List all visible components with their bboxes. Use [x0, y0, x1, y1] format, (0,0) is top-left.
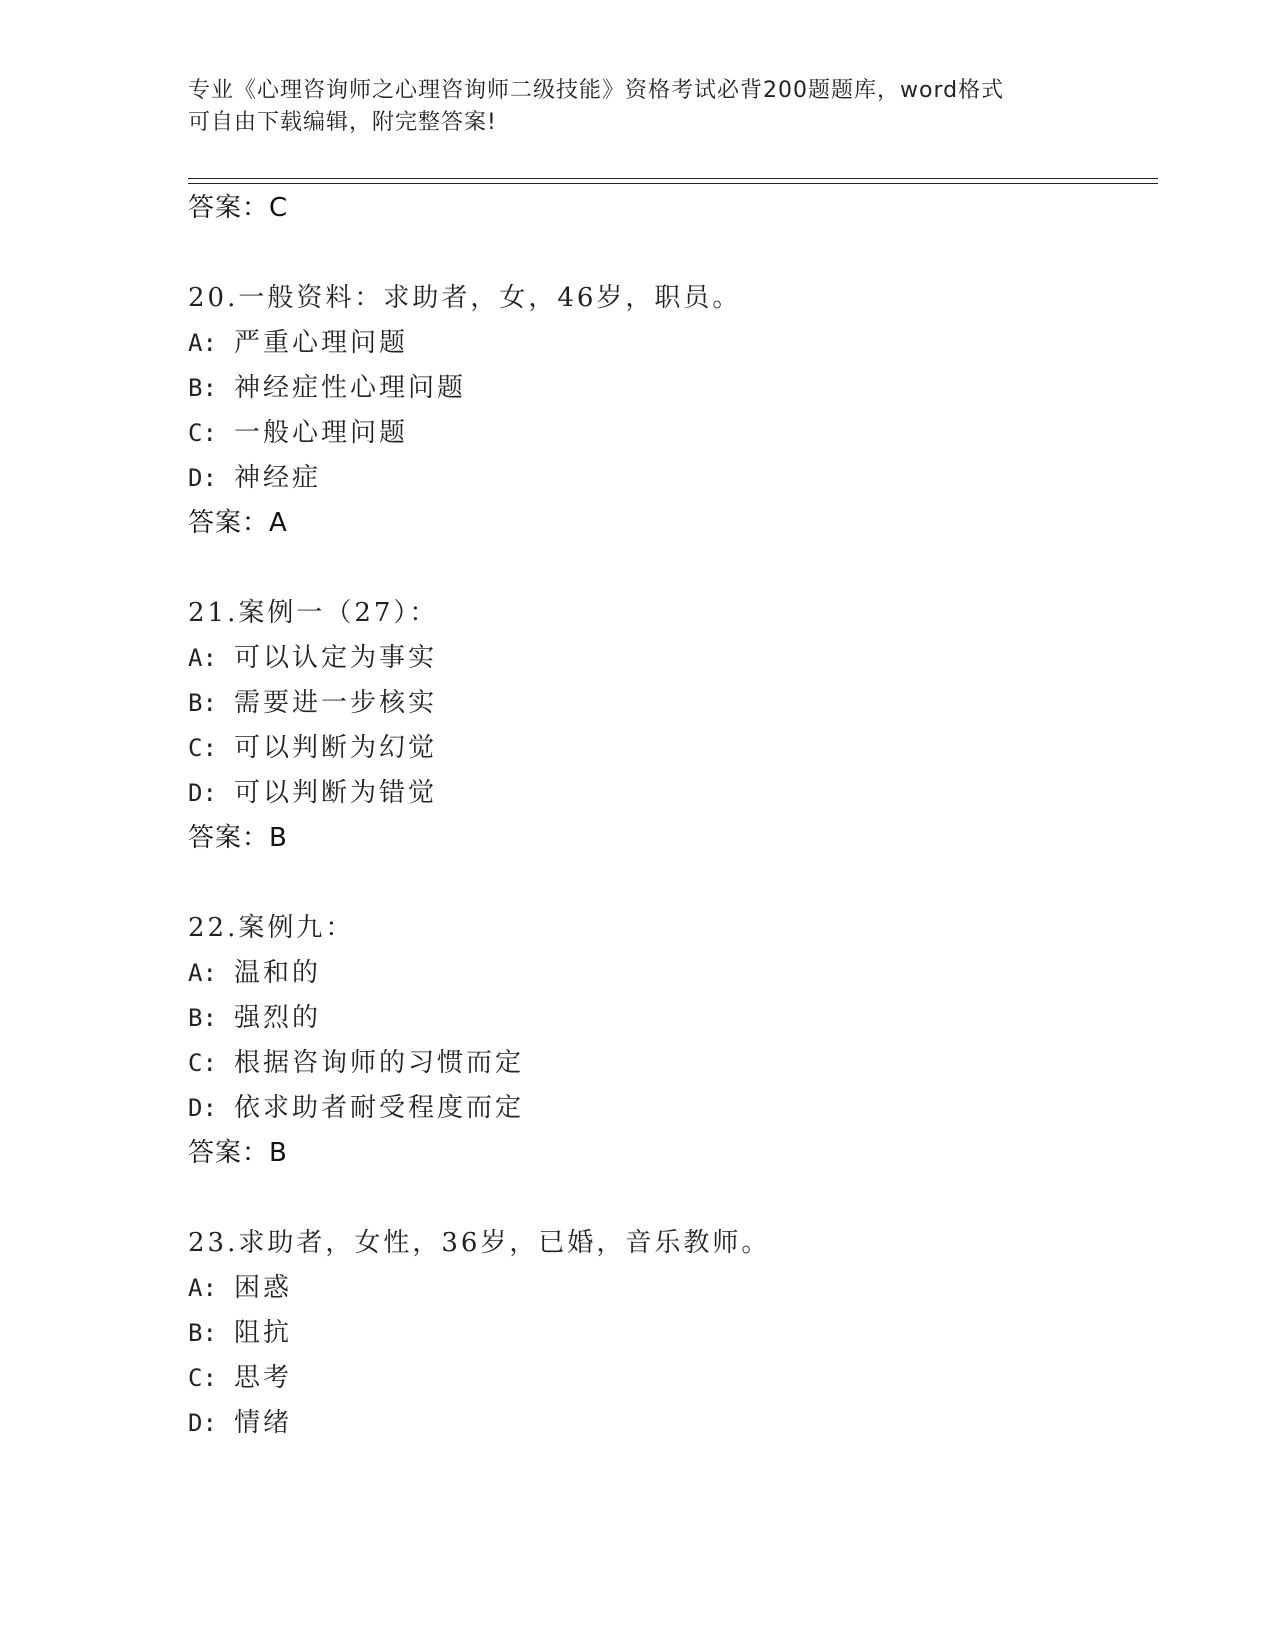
option-letter: B:	[188, 374, 217, 402]
header-line-2: 可自由下载编辑，附完整答案!	[188, 110, 497, 135]
option-letter: B:	[188, 1319, 217, 1347]
question-21-option-b	[188, 687, 437, 719]
question-22-option-a	[188, 957, 321, 989]
question-20-option-a	[188, 327, 408, 359]
question-22-stem: 22.案例九：	[188, 913, 355, 943]
question-21-stem: 21.案例一（27）：	[188, 598, 439, 628]
question-20-option-b	[188, 372, 466, 404]
option-letter: A:	[188, 644, 217, 672]
option-text: 思考	[234, 1363, 293, 1393]
question-20-stem: 20.一般资料：求助者，女，46岁，职员。	[188, 283, 742, 313]
option-text: 可以判断为错觉	[234, 778, 438, 808]
option-text: 神经症性心理问题	[234, 373, 467, 403]
question-20-option-d	[188, 462, 321, 494]
option-text: 依求助者耐受程度而定	[234, 1093, 525, 1123]
option-letter: C:	[188, 734, 217, 762]
question-21-option-c	[188, 732, 437, 764]
question-22-answer: 答案：B	[188, 1138, 288, 1168]
option-text: 需要进一步核实	[234, 688, 438, 718]
option-letter: A:	[188, 959, 217, 987]
option-letter: D:	[188, 464, 217, 492]
header-line-1: 专业《心理咨询师之心理咨询师二级技能》资格考试必背200题题库，word格式	[188, 78, 1005, 103]
question-23-option-c	[188, 1362, 292, 1394]
option-letter: A:	[188, 329, 217, 357]
option-text: 温和的	[234, 958, 322, 988]
option-letter: C:	[188, 1049, 217, 1077]
option-letter: A:	[188, 1274, 217, 1302]
document-header	[188, 75, 1088, 139]
option-text: 可以认定为事实	[234, 643, 438, 673]
option-letter: D:	[188, 779, 217, 807]
option-letter: B:	[188, 689, 217, 717]
option-text: 严重心理问题	[234, 328, 409, 358]
header-divider-bottom	[188, 183, 1158, 184]
option-text: 可以判断为幻觉	[234, 733, 438, 763]
option-text: 阻抗	[234, 1318, 293, 1348]
option-text: 困惑	[234, 1273, 293, 1303]
option-text: 强烈的	[234, 1003, 322, 1033]
question-23-option-d	[188, 1407, 292, 1439]
question-20-answer: 答案：A	[188, 508, 288, 538]
option-text: 神经症	[234, 463, 322, 493]
option-letter: C:	[188, 419, 217, 447]
question-23-option-a	[188, 1272, 292, 1304]
question-21-option-a	[188, 642, 437, 674]
header-divider-top	[188, 178, 1158, 179]
option-letter: D:	[188, 1409, 217, 1437]
option-text: 情绪	[234, 1408, 293, 1438]
question-21-option-d	[188, 777, 437, 809]
question-23-option-b	[188, 1317, 292, 1349]
option-text: 一般心理问题	[234, 418, 409, 448]
option-letter: D:	[188, 1094, 217, 1122]
question-23-stem: 23.求助者，女性，36岁，已婚，音乐教师。	[188, 1228, 771, 1258]
question-22-option-d	[188, 1092, 524, 1124]
question-21-answer: 答案：B	[188, 823, 288, 853]
option-letter: B:	[188, 1004, 217, 1032]
question-22-option-c	[188, 1047, 524, 1079]
question-22-option-b	[188, 1002, 321, 1034]
option-text: 根据咨询师的习惯而定	[234, 1048, 525, 1078]
answer-previous: 答案：C	[188, 193, 289, 223]
question-20-option-c	[188, 417, 408, 449]
option-letter: C:	[188, 1364, 217, 1392]
